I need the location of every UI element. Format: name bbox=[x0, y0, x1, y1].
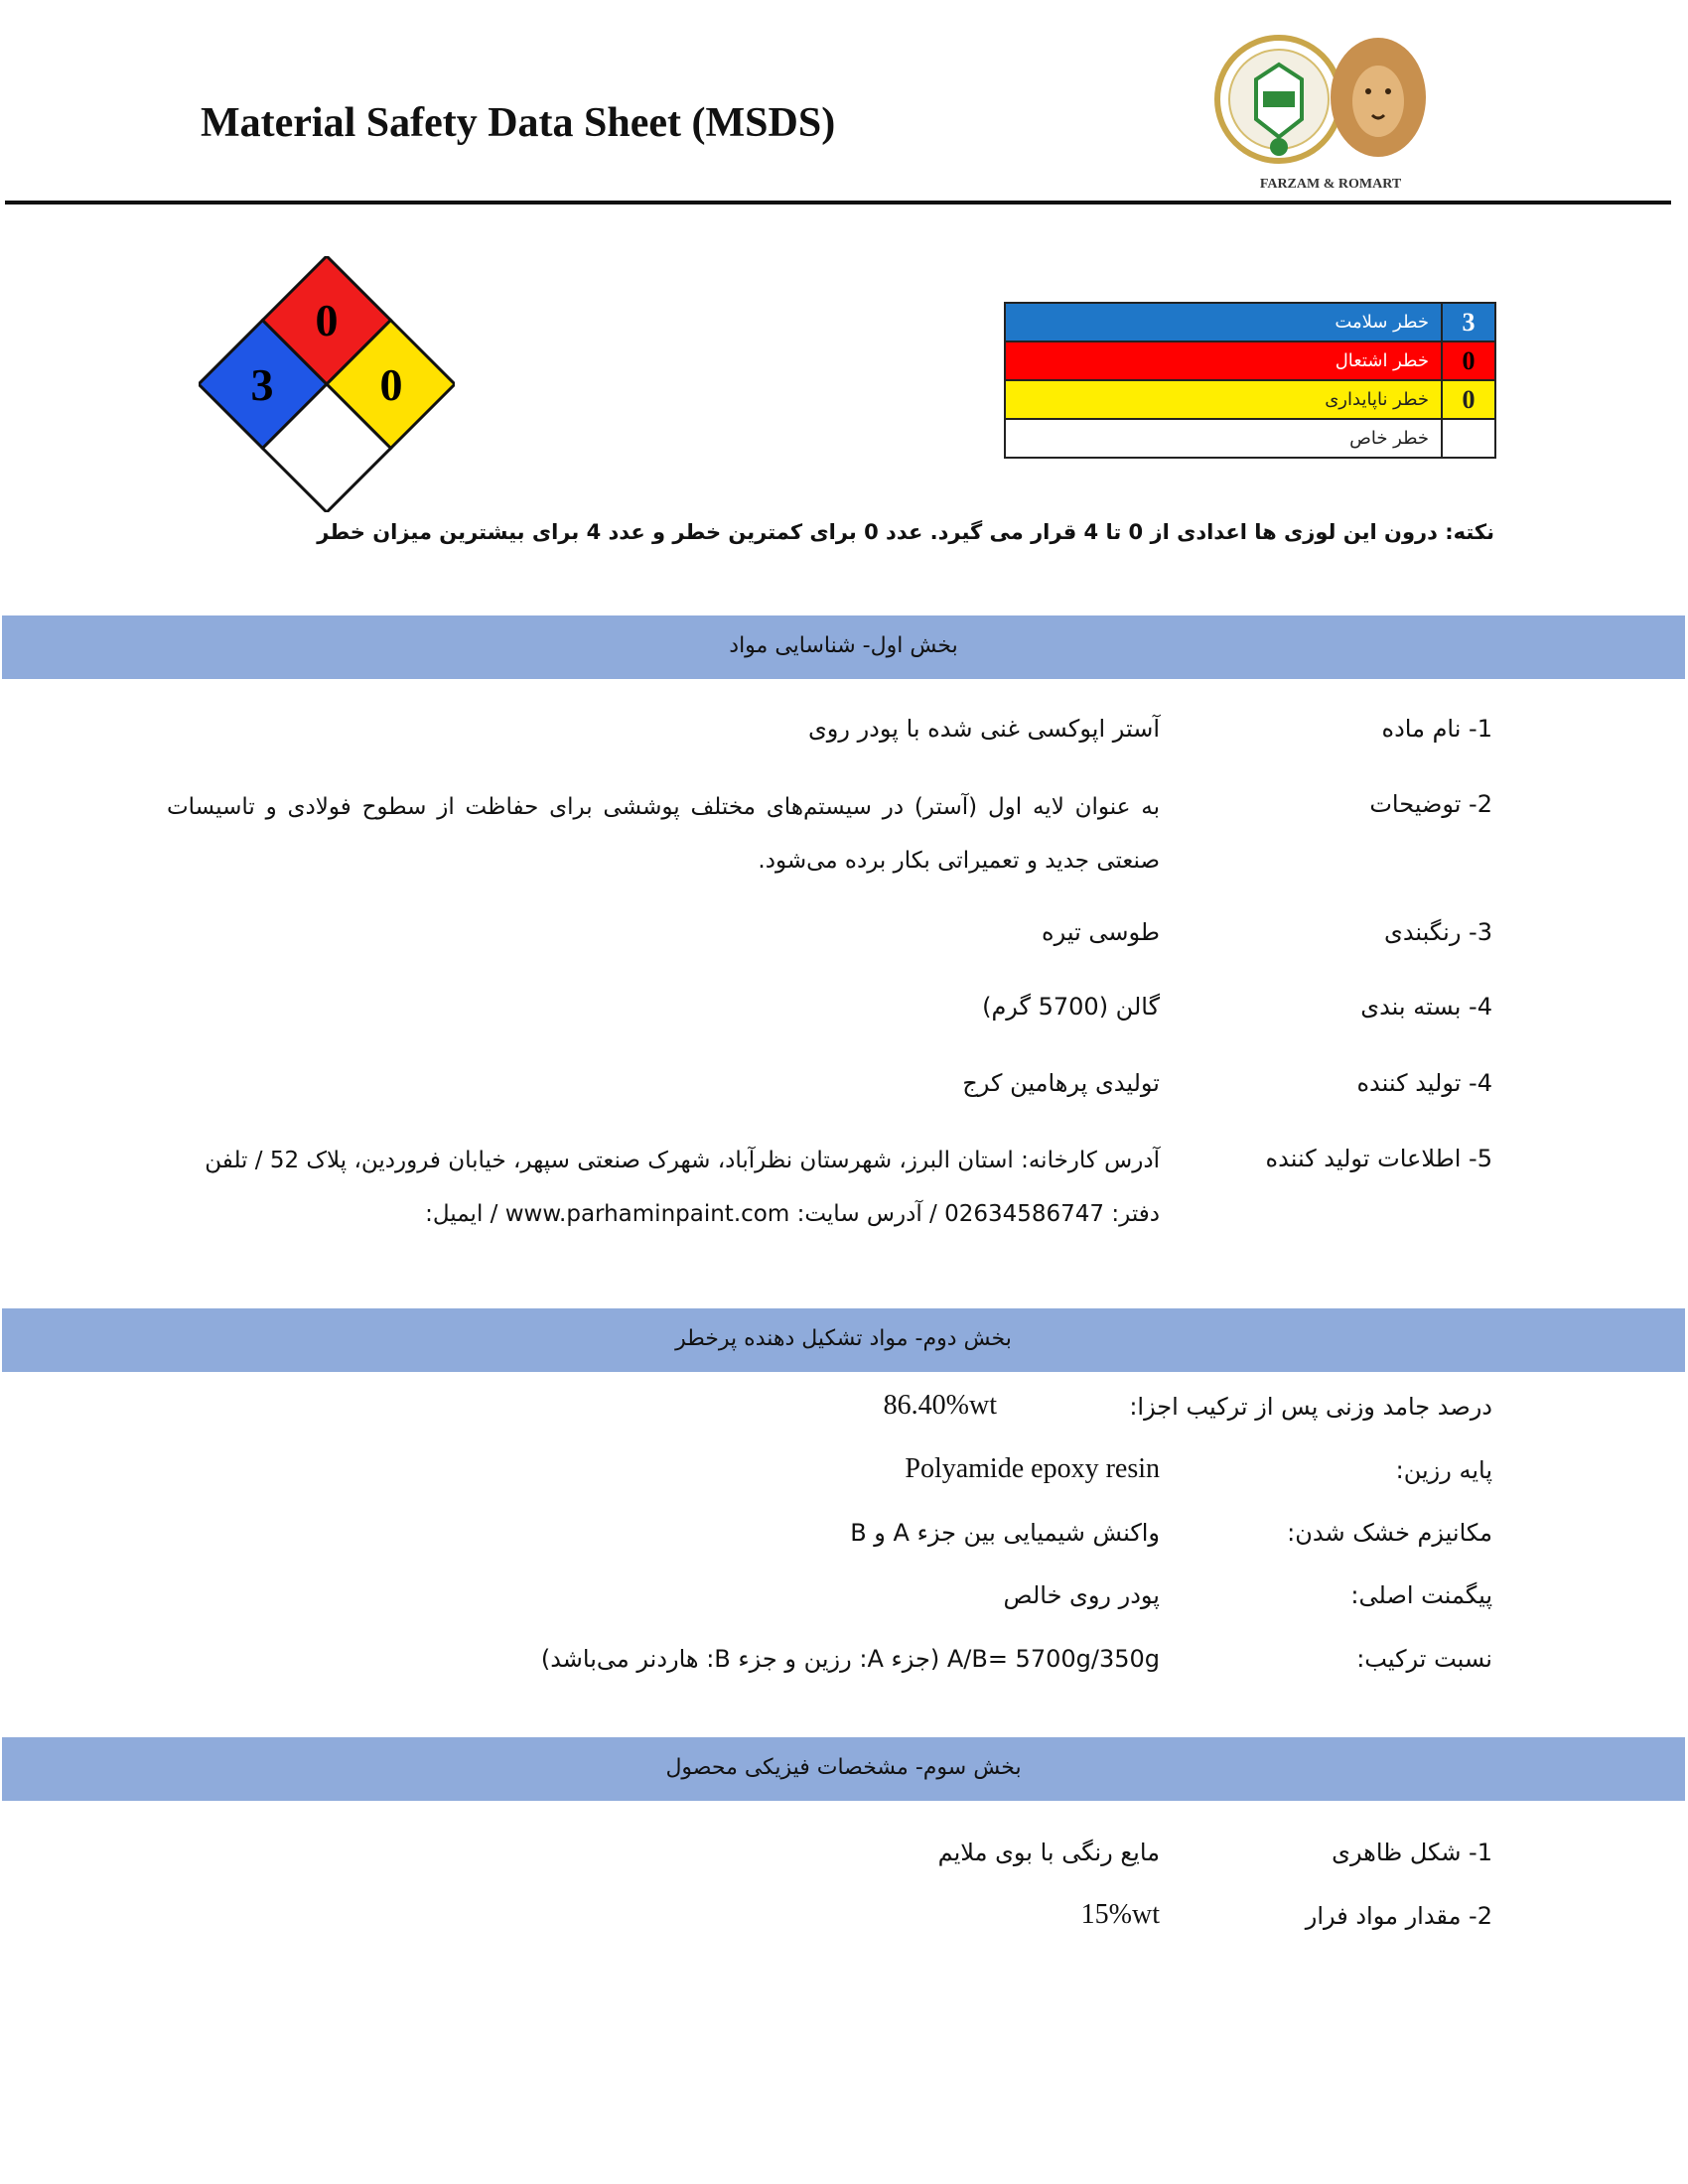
color-label: 3- رنگبندی bbox=[1384, 918, 1492, 946]
section3-title: بخش سوم- مشخصات فیزیکی محصول bbox=[665, 1755, 1022, 1780]
solids-label: درصد جامد وزنی پس از ترکیب اجزا: bbox=[1129, 1393, 1492, 1421]
mix-ratio-value: A/B= 5700g/350g (جزء A: رزین و جزء B: هاردنر می‌باشد) bbox=[540, 1645, 1160, 1673]
page-title: Material Safety Data Sheet (MSDS) bbox=[201, 100, 836, 146]
volatile-label: 2- مقدار مواد فرار bbox=[1305, 1902, 1492, 1930]
section3-header bbox=[2, 1737, 1685, 1801]
solids-value: 86.40%wt bbox=[883, 1390, 997, 1421]
hazard-legend-table bbox=[1004, 302, 1496, 459]
hazard-note: نکته: درون این لوزی ها اعدادی از 0 تا 4 قرار می گیرد. عدد 0 برای کمترین خطر و عدد 4 برای بیشترین میزان خطر bbox=[317, 520, 1494, 544]
description-value: به عنوان لایه اول (آستر) در سیستم‌های مختلف پوششی برای حفاظت از سطوح فولادی و تاسیسات صنعتی جدید و تعمیراتی بکار برده می‌شود. bbox=[167, 794, 1160, 874]
health-rating: 3 bbox=[250, 359, 274, 410]
hazard-value: 0 bbox=[1442, 341, 1495, 380]
hazard-row-health bbox=[1005, 303, 1495, 341]
hazard-row-reactivity bbox=[1005, 380, 1495, 419]
hazard-label: خطر خاص bbox=[1005, 419, 1442, 458]
hazard-row-special bbox=[1005, 419, 1495, 458]
hazard-label: خطر سلامت bbox=[1005, 303, 1442, 341]
hazard-label: خطر اشتعال bbox=[1005, 341, 1442, 380]
resin-base-label: پایه رزین: bbox=[1395, 1456, 1492, 1484]
logo-caption: FARZAM & ROMART bbox=[1259, 177, 1402, 192]
drying-label: مکانیزم خشک شدن: bbox=[1287, 1519, 1492, 1547]
color-value: طوسی تیره bbox=[1042, 918, 1160, 946]
fire-rating: 0 bbox=[315, 295, 339, 345]
manufacturer-info-label: 5- اطلاعات تولید کننده bbox=[1265, 1145, 1492, 1172]
hazard-row-fire bbox=[1005, 341, 1495, 380]
section1-header bbox=[2, 615, 1685, 679]
hazard-value: 3 bbox=[1442, 303, 1495, 341]
reactivity-rating: 0 bbox=[379, 359, 403, 410]
section2-header bbox=[2, 1308, 1685, 1372]
section2-title: بخش دوم- مواد تشکیل دهنده پرخطر bbox=[675, 1326, 1012, 1351]
drying-value: واکنش شیمیایی بین جزء A و B bbox=[850, 1519, 1160, 1547]
material-name-value: آستر اپوکسی غنی شده با پودر روی bbox=[807, 715, 1160, 743]
nfpa-hazard-diamond bbox=[199, 256, 455, 512]
packaging-label: 4- بسته بندی bbox=[1360, 993, 1492, 1021]
description-label: 2- توضیحات bbox=[1369, 790, 1492, 818]
hazard-label: خطر ناپایداری bbox=[1005, 380, 1442, 419]
pigment-value: پودر روی خالص bbox=[1003, 1581, 1160, 1609]
section1-title: بخش اول- شناسایی مواد bbox=[729, 633, 958, 658]
hazard-value: 0 bbox=[1442, 380, 1495, 419]
resin-base-value: Polyamide epoxy resin bbox=[905, 1453, 1160, 1484]
material-name-label: 1- نام ماده bbox=[1381, 715, 1492, 743]
manufacturer-info-value: آدرس کارخانه: استان البرز، شهرستان نظرآباد، شهرک صنعتی سپهر، خیابان فروردین، پلاک 52 / تلفن دفتر: 02634586747 / آدرس سایت: www.parhaminpaint.com / ایمیل: bbox=[205, 1148, 1160, 1227]
volatile-value: 15%wt bbox=[1080, 1899, 1160, 1930]
appearance-label: 1- شکل ظاهری bbox=[1332, 1839, 1492, 1866]
pigment-label: پیگمنت اصلی: bbox=[1350, 1581, 1492, 1609]
packaging-value: گالن (5700 گرم) bbox=[982, 993, 1160, 1021]
appearance-value: مایع رنگی با بوی ملایم bbox=[937, 1839, 1160, 1866]
mix-ratio-label: نسبت ترکیب: bbox=[1356, 1645, 1492, 1673]
manufacturer-label: 4- تولید کننده bbox=[1356, 1069, 1492, 1097]
manufacturer-value: تولیدی پرهامین کرج bbox=[962, 1069, 1160, 1097]
hazard-value bbox=[1442, 419, 1495, 458]
company-logo bbox=[1201, 20, 1460, 199]
header-divider bbox=[5, 201, 1671, 205]
